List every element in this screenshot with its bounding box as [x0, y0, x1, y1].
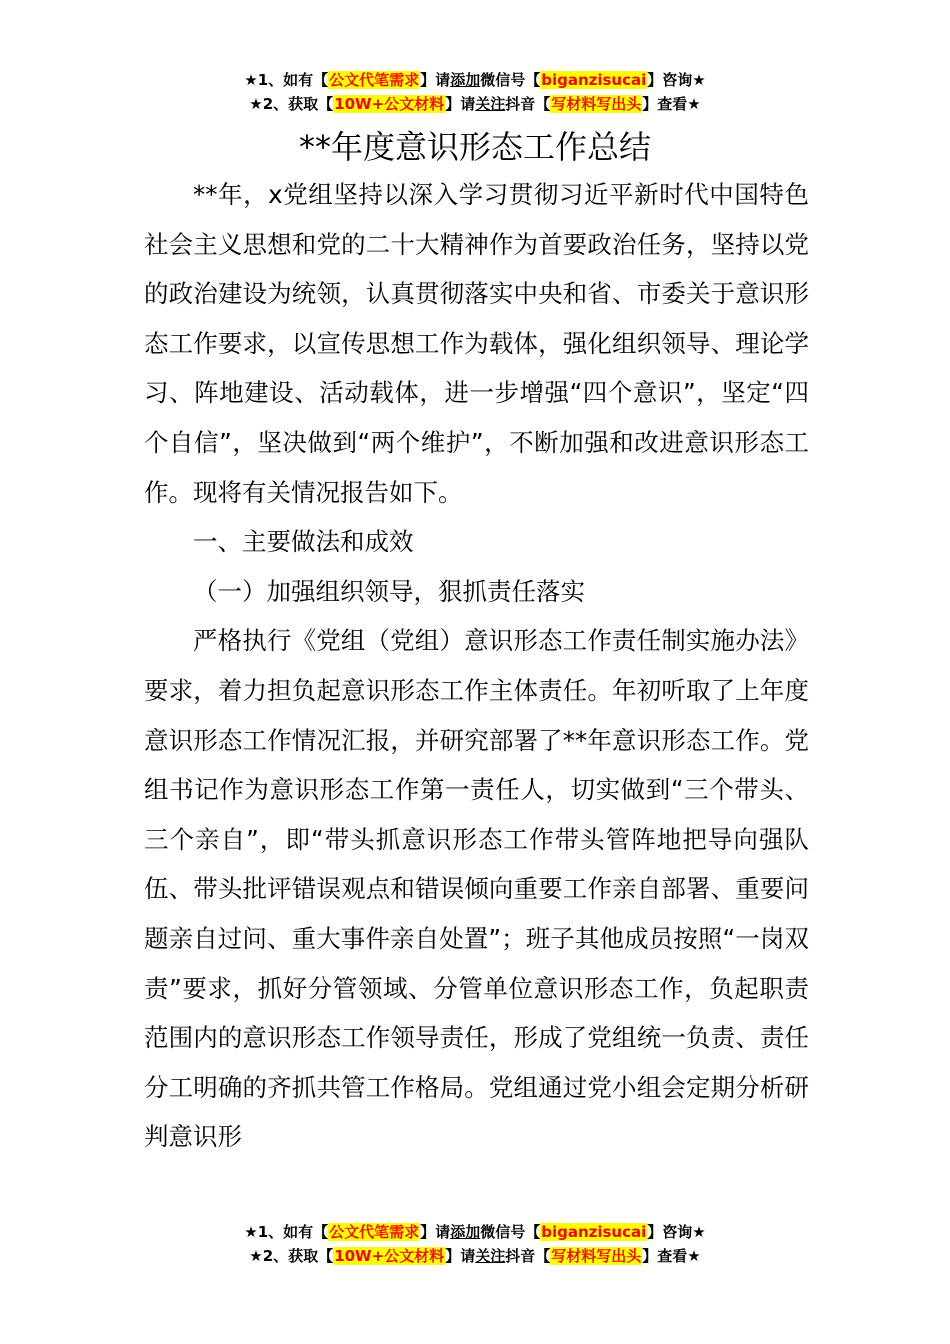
header-banner	[0, 68, 950, 116]
banner-text: 抖音【	[505, 1247, 551, 1265]
banner-text: 微信号【	[480, 71, 541, 89]
banner-text: 】查看★	[642, 95, 701, 113]
banner-line-1	[0, 1220, 950, 1244]
banner-text: 微信号【	[480, 1223, 541, 1241]
banner-text: 】请	[445, 95, 476, 113]
underlined-text: 关注	[475, 1247, 506, 1265]
banner-text: 】咨询★	[647, 1223, 706, 1241]
highlight-wechat-id: biganzisucai	[541, 71, 647, 89]
highlight-douyin: 写材料写出头	[551, 95, 642, 113]
section-heading: 一、主要做法和成效	[193, 527, 414, 557]
banner-text: 】请	[420, 1223, 451, 1241]
document-body	[144, 170, 809, 1162]
banner-line-1	[0, 68, 950, 92]
underlined-text: 关注	[475, 95, 506, 113]
highlight-materials: 10W+公文材料	[334, 95, 445, 113]
subsection-heading: （一）加强组织领导，狠抓责任落实	[193, 576, 585, 606]
body-paragraph: 严格执行《党组（党组）意识形态工作责任制实施办法》要求，着力担负起意识形态工作主体责任。年初听取了上年度意识形态工作情况汇报，并研究部署了**年意识形态工作。党组书记作为意识形态工作第一责任人，切实做到“三个带头、三个亲自”，即“带头抓意识形态工作带头管阵地把导向强队伍、带头批评错误观点和错误倾向重要工作亲自部署、重要问题亲自过问、重大事件亲自处置”；班子其他成员按照“一岗双责”要求，抓好分管领域、分管单位意识形态工作，负起职责范围内的意识形态工作领导责任，形成了党组统一负责、责任分工明确的齐抓共管工作格局。党组通过党小组会定期分析研判意识形	[144, 626, 809, 1152]
banner-text: ★2、获取【	[249, 1247, 334, 1265]
banner-text: 】请	[445, 1247, 476, 1265]
highlight-ghostwriting: 公文代笔需求	[329, 71, 420, 89]
underlined-text: 添加	[450, 71, 481, 89]
highlight-wechat-id: biganzisucai	[541, 1223, 647, 1241]
document-title: **年度意识形态工作总结	[298, 128, 651, 166]
highlight-materials: 10W+公文材料	[334, 1247, 445, 1265]
underlined-text: 添加	[450, 1223, 481, 1241]
banner-text: ★2、获取【	[249, 95, 334, 113]
banner-text: ★1、如有【	[244, 1223, 329, 1241]
banner-text: 】查看★	[642, 1247, 701, 1265]
footer-banner	[0, 1220, 950, 1268]
banner-text: 抖音【	[505, 95, 551, 113]
banner-text: 】咨询★	[647, 71, 706, 89]
banner-line-2	[0, 92, 950, 116]
banner-text: 】请	[420, 71, 451, 89]
intro-paragraph: **年，x党组坚持以深入学习贯彻习近平新时代中国特色社会主义思想和党的二十大精神作为首要政治任务，坚持以党的政治建设为统领，认真贯彻落实中央和省、市委关于意识形态工作要求，以宣传思想工作为载体，强化组织领导、理论学习、阵地建设、活动载体，进一步增强“四个意识”，坚定“四个自信”，坚决做到“两个维护”，不断加强和改进意识形态工作。现将有关情况报告如下。	[144, 180, 809, 507]
banner-line-2	[0, 1244, 950, 1268]
highlight-ghostwriting: 公文代笔需求	[329, 1223, 420, 1241]
highlight-douyin: 写材料写出头	[551, 1247, 642, 1265]
banner-text: ★1、如有【	[244, 71, 329, 89]
